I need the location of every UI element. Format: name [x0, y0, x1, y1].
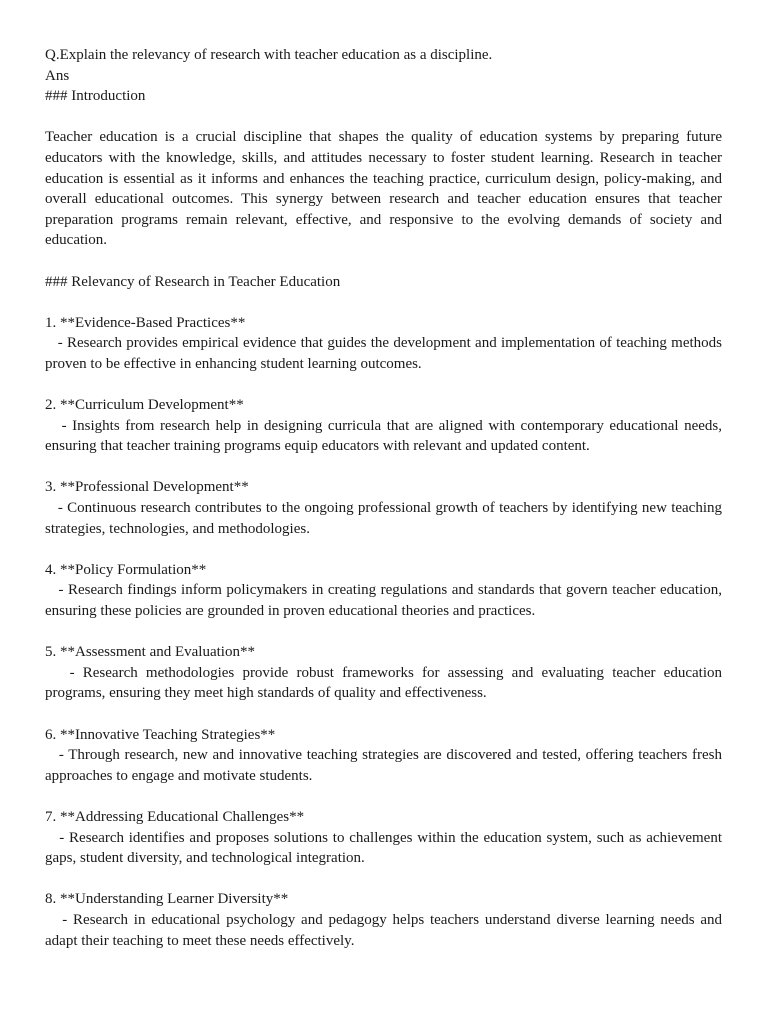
document-page: [45, 45, 726, 951]
list-item: [45, 889, 726, 951]
spacer: [45, 704, 722, 725]
item-body: - Research provides empirical evidence that guides the development and implementation of teaching methods proven to be effective in enhancing student learning outcomes.: [45, 335, 726, 372]
list-item: [45, 477, 726, 539]
relevancy-heading: ### Relevancy of Research in Teacher Education: [45, 273, 341, 290]
intro-heading: ### Introduction: [45, 88, 146, 105]
item-title: 8. **Understanding Learner Diversity**: [45, 891, 289, 908]
spacer: [45, 375, 722, 396]
item-body: - Research identifies and proposes solutions to challenges within the education system, such as achievement gaps, student diversity, and technological integration.: [45, 829, 726, 867]
item-body: - Research in educational psychology and pedagogy helps teachers understand diverse learning needs and adapt their teaching to meet these needs effectively.: [45, 911, 726, 949]
spacer: [45, 869, 722, 890]
intro-paragraph: Teacher education is a crucial discipline that shapes the quality of education systems by preparing future educators with the knowledge, skills, and attitudes necessary to foster student learning. Research in teacher education is essential as it informs and enhances the teaching practice, curriculum design, policy-making, and overall educational outcomes. This synergy between research and teacher education ensures that teacher preparation programs remain relevant, effective, and responsive to the evolving demands of society and education.: [45, 129, 726, 249]
answer-label: Ans: [45, 67, 70, 84]
spacer: [45, 539, 722, 560]
item-body: - Continuous research contributes to the ongoing professional growth of teachers by identifying new teaching strategies, technologies, and methodologies.: [45, 500, 726, 537]
question-text: Q.Explain the relevancy of research with teacher education as a discipline.: [45, 47, 493, 63]
item-title: 3. **Professional Development**: [45, 479, 249, 496]
spacer: [45, 786, 722, 807]
list-item: [45, 313, 726, 375]
list-item: [45, 560, 726, 622]
list-item: [45, 807, 726, 869]
item-body: - Through research, new and innovative teaching strategies are discovered and tested, offering teachers fresh approaches to engage and motivate students.: [45, 747, 726, 784]
item-body: - Research methodologies provide robust frameworks for assessing and evaluating teacher education programs, ensuring they meet high standards of quality and effectiveness.: [45, 664, 726, 702]
list-item: [45, 642, 726, 704]
item-body: - Research findings inform policymakers in creating regulations and standards that govern teacher education, ensuring these policies are grounded in proven educational theories and practices.: [45, 582, 726, 620]
spacer: [45, 292, 722, 313]
item-title: 7. **Addressing Educational Challenges**: [45, 808, 305, 825]
list-item: [45, 395, 726, 457]
item-body: - Insights from research help in designing curricula that are aligned with contemporary educational needs, ensuring that teacher training programs equip educators with relevant and updated content.: [45, 417, 726, 455]
spacer: [45, 622, 722, 643]
spacer: [45, 251, 722, 272]
item-title: 4. **Policy Formulation**: [45, 561, 207, 578]
item-title: 1. **Evidence-Based Practices**: [45, 314, 246, 331]
item-title: 2. **Curriculum Development**: [45, 397, 244, 414]
spacer: [45, 457, 722, 478]
item-title: 5. **Assessment and Evaluation**: [45, 644, 255, 661]
item-title: 6. **Innovative Teaching Strategies**: [45, 726, 276, 743]
spacer: [45, 107, 722, 128]
list-item: [45, 725, 726, 787]
